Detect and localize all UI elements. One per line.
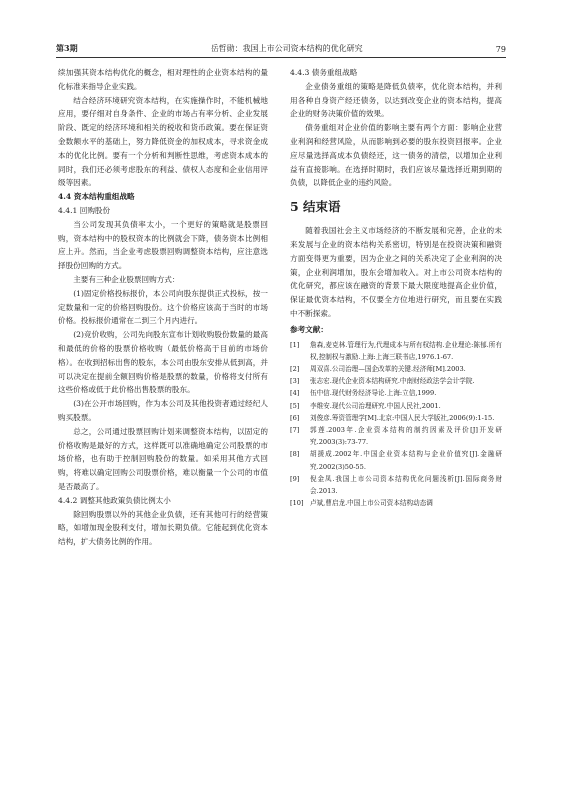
section-heading: 5 结束语 bbox=[290, 199, 341, 215]
paragraph: 当公司发现其负债率太小，一个更好的策略就是股票回购，资本结构中的股权资本的比例就会下降，债务资本比例相应上升。然而，当企业考虑股票回购调整资本结构，应注意选择股份回购的方式。 bbox=[58, 219, 268, 271]
reference-number: [2] bbox=[290, 364, 300, 373]
reference-item bbox=[290, 400, 502, 412]
reference-number: [4] bbox=[290, 389, 300, 398]
reference-item bbox=[290, 363, 502, 375]
subsection-heading: 4.4.1 回购股份 bbox=[58, 205, 111, 215]
paragraph: 除回购股票以外的其他企业负债，还有其他可行的经营策略，如增加现金股利支付，增加长期负债。它能起到优化资本结构，扩大债务比例的作用。 bbox=[58, 509, 268, 547]
reference-text: 詹森,麦克林.管理行为,代理成本与所有权结构.企业理论:陈郁.所有权,控制权与激励.上海:上海三联书店,1976.1-67. bbox=[310, 340, 502, 361]
reference-item bbox=[290, 387, 502, 399]
reference-text: 张志宏.现代企业资本结构研究.中南财经政法学会计学院. bbox=[310, 377, 475, 386]
page-header bbox=[56, 38, 506, 58]
paragraph: 主要有三种企业股票回购方式： bbox=[73, 274, 180, 284]
reference-item bbox=[290, 339, 502, 363]
issue-number: 第3期 bbox=[56, 43, 78, 53]
paragraph: (1)固定价格投标报价，本公司向股东提供正式投标，按一定数量和一定的价格回购股份。这个价格应该高于当时的市场价格。投标报价通常在二到三个月内进行。 bbox=[58, 288, 268, 326]
paragraph: (2)竞价收购，公司先向股东宣布计划收购股份数量的最高和最低的价格的股票价格收购（最低价格高于目前的市场价格）。在收到招标出售的股东，本公司由股东安排从低到高，并可以决定在提前全额回购价格是股票的数量，价格将支付所有这些价格或低于此价格出售股票的股东。 bbox=[58, 330, 268, 395]
reference-number: [3] bbox=[290, 377, 300, 386]
left-column bbox=[58, 66, 268, 549]
references-title: 参考文献： bbox=[290, 324, 328, 334]
reference-text: 胡援成.2002年.中国企业资本结构与企业价值究[J].金融研究.2002(3)50-55. bbox=[310, 450, 502, 471]
reference-item bbox=[290, 497, 502, 509]
right-column bbox=[290, 66, 502, 509]
reference-text: 刘俊彦.筹资管理学[M].北京:中国人民大学版社,2006(9):1-15. bbox=[310, 413, 495, 422]
reference-text: 倪金凤.我国上市公司资本结构优化问题浅析[J].国际商务财会.2013. bbox=[310, 474, 502, 495]
reference-item bbox=[290, 473, 502, 497]
reference-text: 周双喜.公司治理—国企改革的关键.经济师[M].2003. bbox=[310, 364, 466, 373]
running-title: 岳哲勋：我国上市公司资本结构的优化研究 bbox=[210, 44, 363, 53]
reference-item bbox=[290, 424, 502, 448]
paragraph: 随着我国社会主义市场经济的不断发展和完善，企业的未来发展与企业的资本结构关系密切，特别是在投资决策和融资方面变得更为重要，因为企业之间的关系决定了企业利润的决策，企业利润增加，股东会增加收入。对上市公司资本结构的优化研究，都应该在融资的背景下最大限度地提高企业价值，保证最优资本结构，不仅要全方位地进行研究，而且要在实践中不断探索。 bbox=[290, 226, 502, 318]
reference-number: [1] bbox=[290, 340, 300, 349]
reference-text: 伍中信.现代财务经济导论.上海:立信,1999. bbox=[310, 389, 437, 398]
page-number: 79 bbox=[495, 45, 506, 54]
paragraph: 结合经济环境研究资本结构，在实施操作时，不能机械地应用，要仔细对自身条件、企业的市场占有率分析、企业发展阶段、既定的经济环境和相关的税收和货币政策。要在保证资金数额水平的基础上，努力降低资金的加权成本，寻求资金成本的优化比例。要有一个分析和判断性思维，考虑资本成本的同时，我们还必须考虑股东的利益、债权人态度和企业信用评级等因素。 bbox=[58, 95, 268, 188]
paragraph: 企业债务重组的策略是降低负债率，优化资本结构，并利用各种自身资产经还债务，以达到改变企业的资本结构，提高企业的财务决策价值的效果。 bbox=[290, 81, 502, 119]
reference-text: 卢斌,曹启龙.中国上市公司资本结构动态调 bbox=[310, 499, 433, 508]
reference-number: [9] bbox=[290, 474, 300, 483]
reference-text: 郭莲.2003年.企业资本结构的制约因素及评价[J]开发研究.2003(3):73-77. bbox=[310, 425, 502, 447]
paragraph: 总之，公司通过股票回购计划来调整资本结构，以固定的价格收购是最好的方式，这样既可以准确地确定公司股票的市场价格，也有助于控制回购股份的数量。如采用其他方式回购，将难以确定回购公司股票价格，难以衡量一个公司的市值是否最高了。 bbox=[58, 426, 268, 491]
subsection-heading: 4.4.3 债务重组战略 bbox=[290, 68, 358, 77]
subsection-heading: 4.4.2 调整其他政策负债比例太小 bbox=[58, 495, 171, 505]
paragraph: 债务重组对企业价值的影响主要有两个方面：影响企业营业利润和经营风险，从而影响到必要的股东投资回报率。企业应尽量选择高成本负债经还，这一债务的清偿，以增加企业利益有直接影响。在选择时期时，我们应该尽量选择近期到期的负债，以降低企业的违约风险。 bbox=[290, 123, 502, 188]
reference-item bbox=[290, 448, 502, 472]
reference-number: [7] bbox=[290, 425, 300, 434]
reference-number: [8] bbox=[290, 450, 300, 459]
reference-list bbox=[290, 339, 502, 510]
reference-number: [10] bbox=[290, 499, 304, 508]
reference-number: [5] bbox=[290, 401, 300, 410]
reference-item bbox=[290, 375, 502, 387]
reference-text: 李维安.现代公司治理研究.中国人民社,2001. bbox=[310, 401, 441, 410]
section-heading: 4.4 资本结构重组战略 bbox=[58, 192, 135, 202]
reference-item bbox=[290, 412, 502, 424]
reference-number: [6] bbox=[290, 413, 300, 422]
paragraph: (3)在公开市场回购，作为本公司及其他投资者通过经纪人购买股票。 bbox=[58, 399, 268, 422]
paragraph: 续加强其资本结构优化的概念，相对理性的企业资本结构的量化标准来指导企业实践。 bbox=[58, 68, 268, 91]
